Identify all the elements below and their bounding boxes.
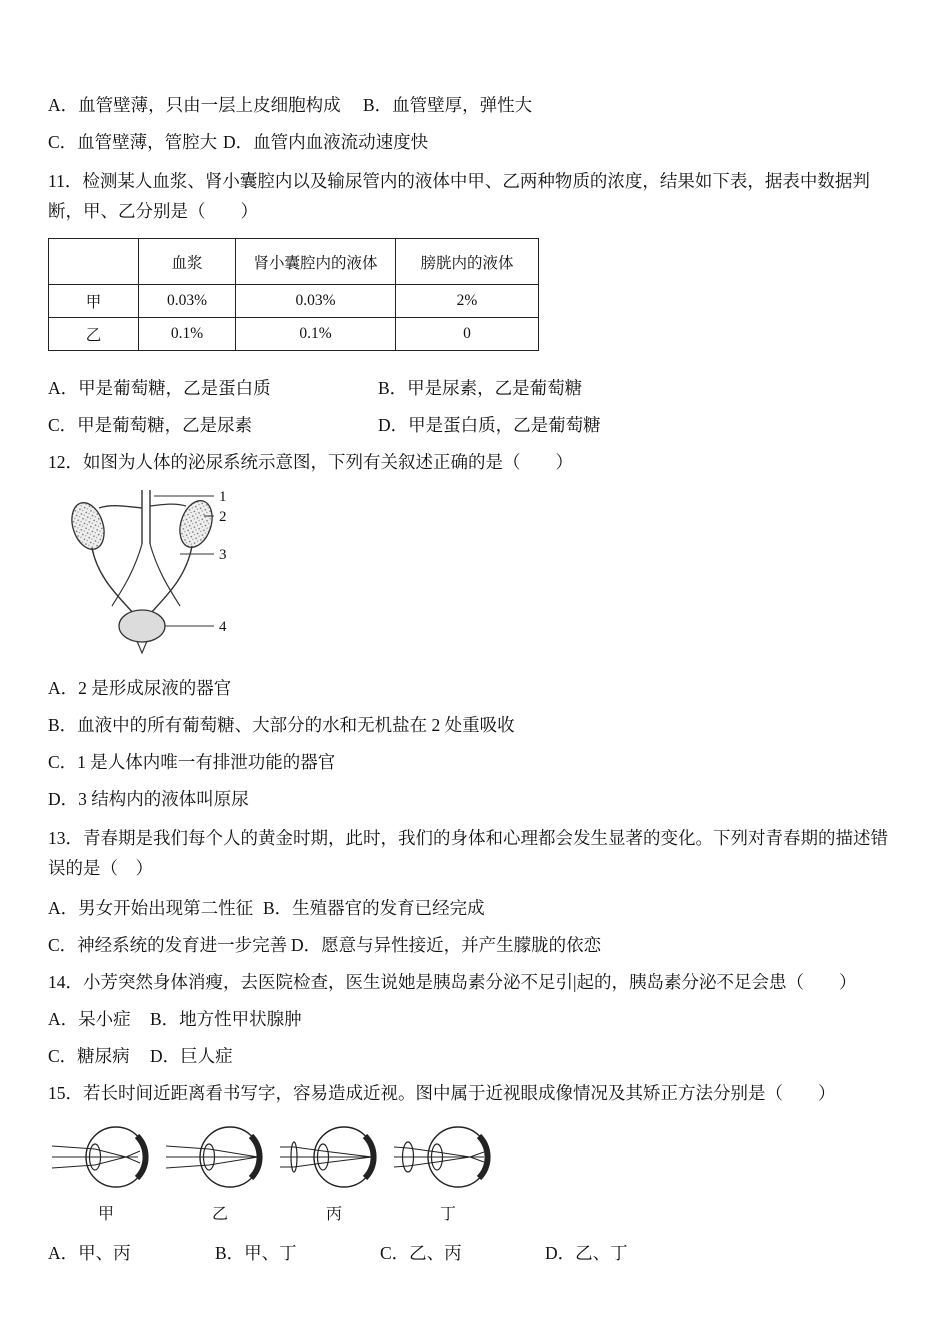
urethra xyxy=(137,641,147,653)
retina-shading xyxy=(137,1136,146,1178)
q13-option-b: B．生殖器官的发育已经完成 xyxy=(263,898,485,918)
cell-plasma: 0.03% xyxy=(139,285,236,318)
urinary-system-figure xyxy=(54,486,902,663)
q14-option-b: B．地方性甲状腺肿 xyxy=(150,1009,302,1029)
table-header-row xyxy=(49,239,539,285)
q13-stem: 13．青春期是我们每个人的黄金时期，此时，我们的身体和心理都会发生显著的变化。下列对青春期的描述错误的是（ ） xyxy=(48,828,888,878)
q15-option-d: D．乙、丁 xyxy=(545,1243,628,1263)
table-row-jia xyxy=(49,285,539,318)
bladder xyxy=(119,610,165,642)
q13-options-row-cd xyxy=(48,932,902,959)
q13-option-c: C．神经系统的发育进一步完善 xyxy=(48,935,288,955)
row-label: 甲 xyxy=(49,285,139,318)
table-header-bladder: 膀胱内的液体 xyxy=(396,239,539,285)
q13-option-d: D．愿意与异性接近，并产生朦胧的依恋 xyxy=(291,935,602,955)
q15-option-a: A．甲、丙 xyxy=(48,1243,131,1263)
figure-label-4: 4 xyxy=(219,619,227,635)
cell-capsule: 0.1% xyxy=(236,318,396,351)
eye-diagrams-figure xyxy=(50,1117,902,1226)
q12-option-d: D．3 结构内的液体叫原尿 xyxy=(48,789,249,809)
q10-option-c: C．血管壁薄，管腔大 xyxy=(48,132,218,152)
eye-label-jia: 甲 xyxy=(97,1206,114,1223)
q14-stem: 14．小芳突然身体消瘦，去医院检查，医生说她是胰岛素分泌不足引|起的，胰岛素分泌不足会患（ ） xyxy=(48,972,857,992)
q12-option-a: A．2 是形成尿液的器官 xyxy=(48,678,232,698)
table-header-capsule: 肾小囊腔内的液体 xyxy=(236,239,396,285)
figure-label-2: 2 xyxy=(219,509,227,525)
q14-option-d: D．巨人症 xyxy=(150,1046,233,1066)
eye-diagram-yi-svg xyxy=(164,1117,276,1197)
q10-option-b: B．血管壁厚，弹性大 xyxy=(363,95,533,115)
q10-option-d: D．血管内血液流动速度快 xyxy=(223,132,429,152)
eye-diagram-jia-svg xyxy=(50,1117,162,1197)
row-label: 乙 xyxy=(49,318,139,351)
renal-vessel-left xyxy=(99,506,142,508)
cell-bladder: 0 xyxy=(396,318,539,351)
eye-figure-ding xyxy=(392,1117,504,1226)
eye-label-yi: 乙 xyxy=(211,1206,228,1223)
q11-option-d: D．甲是蛋白质，乙是葡萄糖 xyxy=(378,415,601,435)
q10-options-row-cd xyxy=(48,129,902,156)
vessel-lower-left xyxy=(112,544,142,606)
cell-capsule: 0.03% xyxy=(236,285,396,318)
eye-label-bing: 丙 xyxy=(325,1206,342,1223)
eye-label-ding: 丁 xyxy=(439,1206,456,1223)
q11-stem: 11．检测某人血浆、肾小囊腔内以及输尿管内的液体中甲、乙两种物质的浓度，结果如下表，据表中数据判断，甲、乙分别是（ ） xyxy=(48,171,870,221)
q15-option-b: B．甲、丁 xyxy=(215,1243,297,1263)
eye-diagram-ding-svg xyxy=(392,1117,504,1197)
q11-options-row-cd xyxy=(48,412,902,439)
renal-vessel-right xyxy=(150,504,186,506)
table-row-yi xyxy=(49,318,539,351)
q15-option-c: C．乙、丙 xyxy=(380,1243,462,1263)
q15-stem: 15．若长时间近距离看书写字，容易造成近视。图中属于近视眼成像情况及其矫正方法分别是（ ） xyxy=(48,1083,836,1103)
table-corner-cell xyxy=(49,239,139,285)
q11-options-row-ab xyxy=(48,375,902,402)
table-header-plasma: 血浆 xyxy=(139,239,236,285)
q13-option-a: A．男女开始出现第二性征 xyxy=(48,898,254,918)
eye-diagram-bing-svg xyxy=(278,1117,390,1197)
right-ureter xyxy=(150,546,192,614)
q11-option-b: B．甲是尿素，乙是葡萄糖 xyxy=(378,378,583,398)
cell-plasma: 0.1% xyxy=(139,318,236,351)
q14-option-a: A．呆小症 xyxy=(48,1009,131,1029)
q14-options-row-cd xyxy=(48,1043,902,1070)
urinary-system-diagram-svg xyxy=(54,486,244,658)
cell-bladder: 2% xyxy=(396,285,539,318)
eye-figure-yi xyxy=(164,1117,276,1226)
q10-option-a: A．血管壁薄，只由一层上皮细胞构成 xyxy=(48,95,341,115)
q11-option-a: A．甲是葡萄糖，乙是蛋白质 xyxy=(48,378,271,398)
q14-options-row-ab xyxy=(48,1006,902,1033)
figure-label-1: 1 xyxy=(219,489,227,505)
q11-concentration-table xyxy=(48,238,539,351)
q15-options-row xyxy=(48,1240,902,1267)
q11-option-c: C．甲是葡萄糖，乙是尿素 xyxy=(48,415,253,435)
q14-option-c: C．糖尿病 xyxy=(48,1046,130,1066)
eye-figure-bing xyxy=(278,1117,390,1226)
eye-figure-jia xyxy=(50,1117,162,1226)
figure-label-3: 3 xyxy=(219,547,227,563)
q10-options-row-ab xyxy=(48,92,902,119)
q12-option-b: B．血液中的所有葡萄糖、大部分的水和无机盐在 2 处重吸收 xyxy=(48,715,515,735)
q13-options-row-ab xyxy=(48,895,902,922)
q12-stem: 12．如图为人体的泌尿系统示意图，下列有关叙述正确的是（ ） xyxy=(48,452,573,472)
q12-option-c: C．1 是人体内唯一有排泄功能的器官 xyxy=(48,752,336,772)
